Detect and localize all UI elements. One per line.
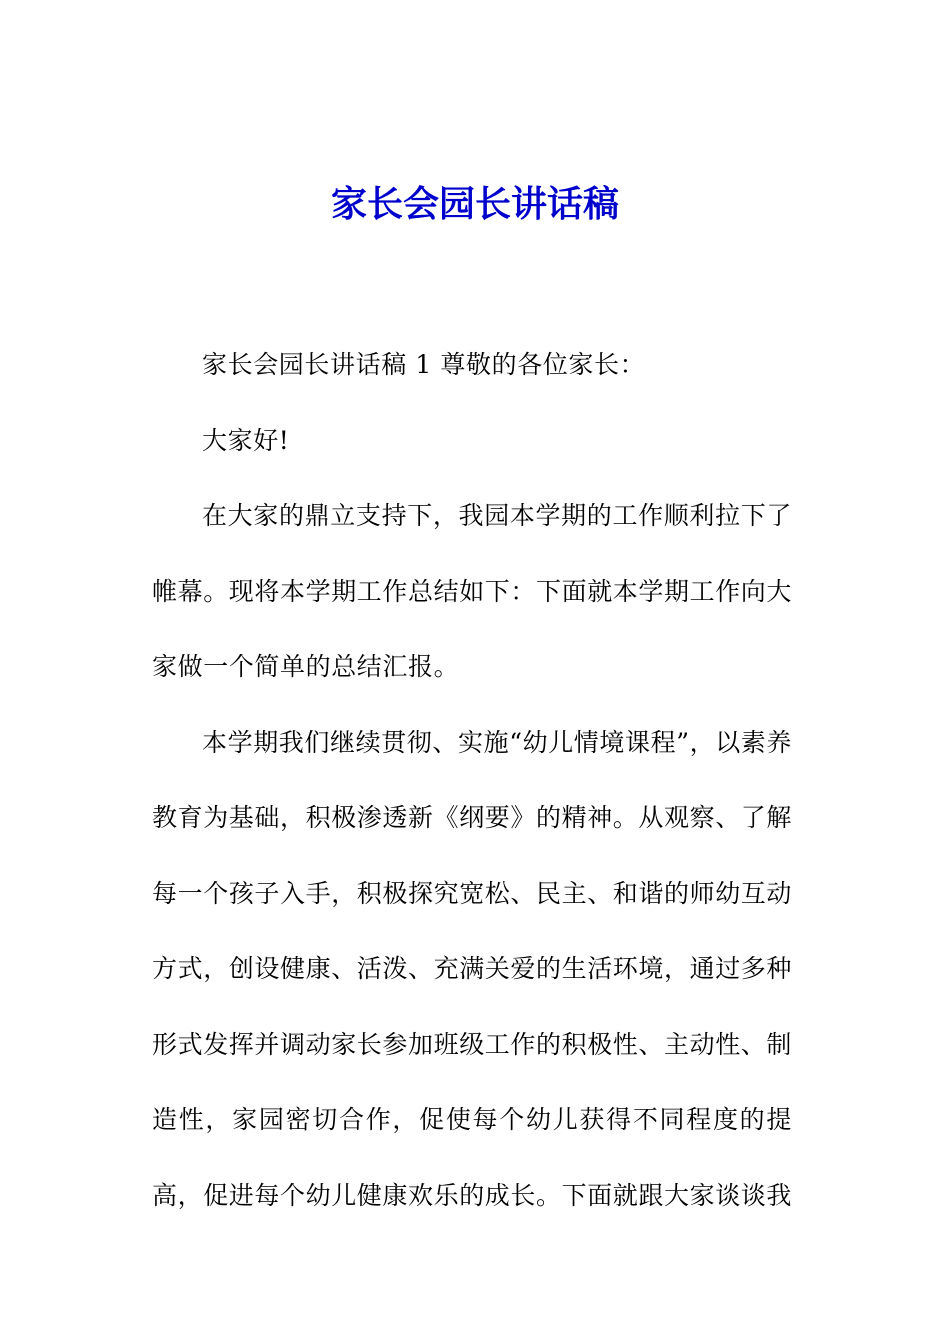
document-body (152, 327, 792, 1233)
paragraph-semester-work: 本学期我们继续贯彻、实施“幼儿情境课程”，以素养教育为基础，积极渗透新《纲要》的精神。从观察、了解每一个孩子入手，积极探究宽松、民主、和谐的师幼互动方式，创设健康、活泼、充满关爱的生活环境，通过多种形式发挥并调动家长参加班级工作的积极性、主动性、制造性，家园密切合作，促使每个幼儿获得不同程度的提高，促进每个幼儿健康欢乐的成长。下面就跟大家谈谈我 (152, 727, 793, 1210)
paragraph-summary-intro: 在大家的鼎立支持下，我园本学期的工作顺利拉下了帷幕。现将本学期工作总结如下：下面就本学期工作向大家做一个简单的总结汇报。 (152, 501, 793, 681)
paragraph-hello: 大家好! (202, 425, 290, 455)
paragraph-greeting: 家长会园长讲话稿 1 尊敬的各位家长： (202, 350, 646, 379)
document-title: 家长会园长讲话稿 (330, 183, 619, 225)
